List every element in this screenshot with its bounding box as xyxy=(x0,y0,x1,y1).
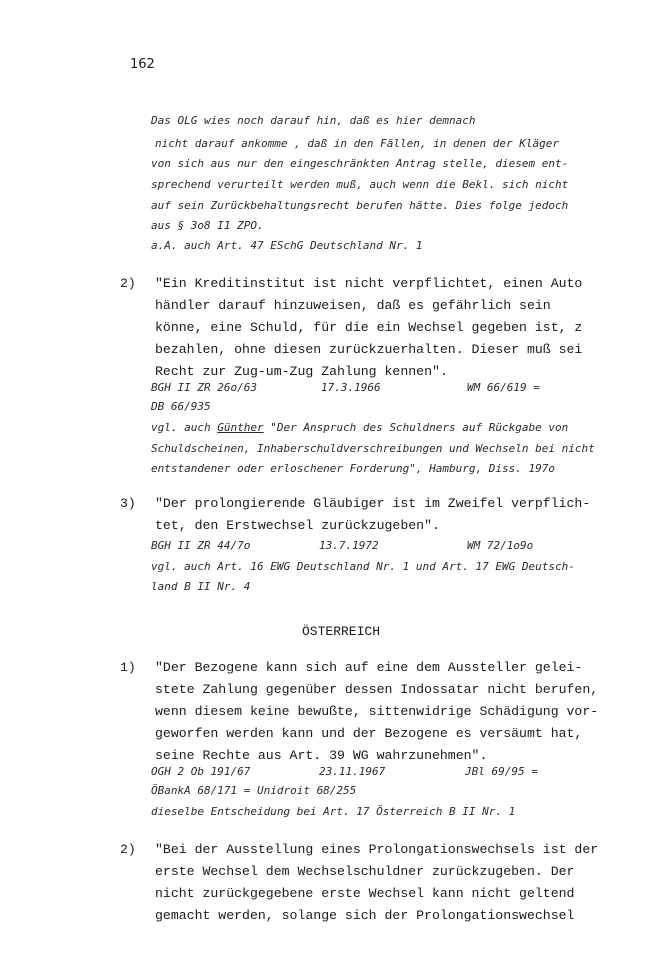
quote-line: wenn diesem keine bewußte, sittenwidrige Schädigung vor- xyxy=(155,704,599,719)
entry-number: 2) xyxy=(120,842,136,857)
quote-line: bezahlen, ohne diesen zurückzuerhalten. Dieser muß sei xyxy=(155,342,583,357)
quote-line: erste Wechsel dem Wechselschuldner zurückzugeben. Der xyxy=(155,864,575,879)
quote-line: stete Zahlung gegenüber dessen Indossatar nicht berufen, xyxy=(155,682,599,697)
quote-line: "Ein Kreditinstitut ist nicht verpflichtet, einen Auto xyxy=(155,276,583,291)
citation-court: BGH II ZR 26o/63 xyxy=(151,381,257,394)
intro-line: auf sein Zurückbehaltungsrecht berufen hätte. Dies folge jedoch xyxy=(151,199,569,212)
quote-line: "Bei der Ausstellung eines Prolongationswechsels ist der xyxy=(155,842,599,857)
vgl-author: Günther xyxy=(217,421,264,434)
intro-line: aus § 3o8 I1 ZPO. xyxy=(151,219,264,232)
vgl-line xyxy=(151,421,568,434)
vgl-line: vgl. auch Art. 16 EWG Deutschland Nr. 1 und Art. 17 EWG Deutsch- xyxy=(151,560,575,573)
intro-line: von sich aus nur den eingeschränkten Antrag stelle, diesem ent- xyxy=(151,157,569,170)
quote-line: könne, eine Schuld, für die ein Wechsel gegeben ist, z xyxy=(155,320,583,335)
intro-line: a.A. auch Art. 47 ESchG Deutschland Nr. 1 xyxy=(151,239,423,252)
vgl-line: Schuldscheinen, Inhaberschuldverschreibungen und Wechseln bei nicht xyxy=(151,442,595,455)
citation-bank: ÖBankA 68/171 = Unidroit 68/255 xyxy=(151,784,357,797)
quote-line: Recht zur Zug-um-Zug Zahlung kennen". xyxy=(155,364,448,379)
entry-number: 1) xyxy=(120,660,136,675)
quote-line: tet, den Erstwechsel zurückzugeben". xyxy=(155,518,440,533)
quote-line: nicht zurückgegebene erste Wechsel kann nicht geltend xyxy=(155,886,575,901)
quote-line: händler darauf hinzuweisen, daß es gefährlich sein xyxy=(155,298,551,313)
quote-line: gemacht werden, solange sich der Prolongationswechsel xyxy=(155,908,575,923)
entry-number: 2) xyxy=(120,276,136,291)
vgl-title: "Der Anspruch des Schuldners auf Rückgabe von xyxy=(263,421,569,434)
intro-line: Das OLG wies noch darauf hin, daß es hier demnach xyxy=(151,114,476,127)
quote-line: geworfen werden kann und der Bezogene es versäumt hat, xyxy=(155,726,583,741)
vgl-line: land B II Nr. 4 xyxy=(151,580,251,593)
same-decision-note: dieselbe Entscheidung bei Art. 17 Österreich B II Nr. 1 xyxy=(151,805,516,818)
intro-line: nicht darauf ankomme , daß in den Fällen, in denen der Kläger xyxy=(155,137,559,150)
citation-court: OGH 2 Ob 191/67 xyxy=(151,765,251,778)
citation-jbl: JBl 69/95 = xyxy=(465,765,538,778)
citation-wm: WM 66/619 = xyxy=(467,381,540,394)
citation-date: 13.7.1972 xyxy=(319,539,379,552)
intro-line: sprechend verurteilt werden muß, auch wenn die Bekl. sich nicht xyxy=(151,178,569,191)
section-heading: ÖSTERREICH xyxy=(302,624,381,639)
citation-date: 17.3.1966 xyxy=(321,381,381,394)
citation-date: 23.11.1967 xyxy=(319,765,386,778)
quote-line: "Der Bezogene kann sich auf eine dem Aussteller gelei- xyxy=(155,660,583,675)
citation-wm: WM 72/1o9o xyxy=(467,539,534,552)
citation-court: BGH II ZR 44/7o xyxy=(151,539,251,552)
vgl-line: entstandener oder erloschener Forderung", Hamburg, Diss. 197o xyxy=(151,462,555,475)
vgl-prefix: vgl. auch xyxy=(151,421,218,434)
citation-db: DB 66/935 xyxy=(151,400,211,413)
quote-line: seine Rechte aus Art. 39 WG wahrzunehmen". xyxy=(155,748,488,763)
entry-number: 3) xyxy=(120,496,136,511)
page-number: 162 xyxy=(130,57,155,72)
quote-line: "Der prolongierende Gläubiger ist im Zweifel verpflich- xyxy=(155,496,591,511)
